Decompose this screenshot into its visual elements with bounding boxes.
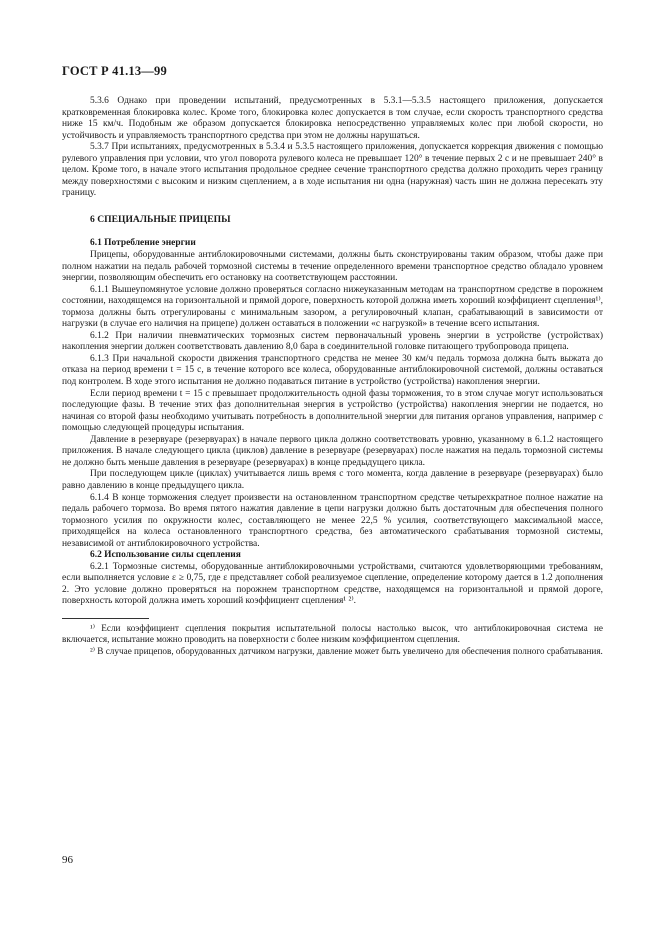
paragraph-5-3-7: 5.3.7 При испытаниях, предусмотренных в 5.3.4 и 5.3.5 настоящего приложения, допускается коррекция движения с помощью рулевого управления при условии, что угол поворота рулевого колеса не превышает 120° в течение первых 2 с и не превышает 240° в целом. Кроме того, в начале этого испытания продольное среднее сечение транспортного средства должно проходить через границу между поверхностями с высоким и низким сцеплением, а в ходе испытания ни одна (наружная) часть шин не должна пересекать эту границу. xyxy=(62,142,603,199)
footnote-divider xyxy=(62,618,149,619)
page-number: 96 xyxy=(62,854,73,866)
paragraph-6-1: Прицепы, оборудованные антиблокировочными системами, должны быть сконструированы таким образом, чтобы даже при полном нажатии на педаль рабочей тормозной системы в течение определенного времени транспортное средство обладало уровнем энергии, позволяющим обеспечить его остановку на соответствующем расстоянии. xyxy=(62,250,603,284)
paragraph-6-2-1: 6.2.1 Тормозные системы, оборудованные антиблокировочными устройствами, считаются удовлетворяющими требованиям, если выполняется условие ε ≥ 0,75, где ε представляет собой реализуемое сцепление, определение которому дается в 1.2 дополнения 2. Это условие должно проверяться на порожнем транспортном средстве, находящемся на горизонтальной и прямой дороге, поверхность которой должна иметь хороший коэффициент сцепления¹ ²⁾. xyxy=(62,561,603,607)
paragraph-6-1-4: 6.1.4 В конце торможения следует произвести на остановленном транспортном средстве четырехкратное полное нажатие на педаль рабочего тормоза. Во время пятого нажатия давление в цепи нагрузки должно быть достаточным для обеспечения полного тормозного усилия по окружности колес, составляющего не менее 22,5 % усилия, соответствующего максимальной массе, приходящейся на колеса остановленного транспортного средства, без автоматического срабатывания тормозной системы, независимой от антиблокировочного устройства. xyxy=(62,492,603,549)
section-6-2-heading: 6.2 Использование силы сцепления xyxy=(90,550,241,561)
section-6-1-heading: 6.1 Потребление энергии xyxy=(90,238,196,249)
document-header: ГОСТ Р 41.13—99 xyxy=(62,64,167,78)
footnotes xyxy=(62,623,603,657)
paragraph-6-1-3-pressure: Давление в резервуаре (резервуарах) в начале первого цикла должно соответствовать уровню, указанному в 6.1.2 настоящего приложения. В начале следующего цикла (циклов) давление в резервуаре (резервуарах) после нажатия на педаль тормозной системы не должно быть меньше давления в резервуаре (резервуарах) в конце предыдущего цикла. xyxy=(62,434,603,468)
paragraph-5-3-6: 5.3.6 Однако при проведении испытаний, предусмотренных в 5.3.1—5.3.5 настоящего приложения, допускается кратковременная блокировка колес. Кроме того, блокировка колес допускается в том случае, если скорость транспортного средства ниже 15 км/ч. Подобным же образом допускается блокировка непосредственно управляемых колес при любой скорости, но устойчивость и управляемость транспортного средства при этом не должны нарушаться. xyxy=(62,96,603,141)
footnote-2: ²⁾ В случае прицепов, оборудованных датчиком нагрузки, давление может быть увеличено для обеспечения полного срабатывания. xyxy=(90,645,603,656)
section-6-heading: 6 СПЕЦИАЛЬНЫЕ ПРИЦЕПЫ xyxy=(90,213,231,225)
paragraph-6-1-3-phases: Если период времени t = 15 с превышает продолжительность одной фазы торможения, то в этом случае могут использоваться последующие фазы. В течение этих фаз дополнительная энергия в устройство (устройства) накопления энергии не подается, но начиная со второй фазы необходимо учитывать потребность в дополнительной энергии для питания органов управления, например с помощью следующей процедуры испытания. xyxy=(62,388,603,434)
paragraph-6-1-1: 6.1.1 Вышеупомянутое условие должно проверяться согласно нижеуказанным методам на транспортном средстве в порожнем состоянии, находящемся на горизонтальной и прямой дороге, поверхность которой должна иметь хороший коэффициент сцепления¹⁾, тормоза должны быть отрегулированы с минимальным зазором, а регулировочный клапан, срабатывающий в зависимости от нагрузки (в случае его наличия на прицепе) должен оставаться в положении «с нагрузкой» в течение всего испытания. xyxy=(62,284,603,330)
paragraph-6-1-3: 6.1.3 При начальной скорости движения транспортного средства не менее 30 км/ч педаль тормоза должна быть выжата до отказа на период времени t = 15 с, в течение которого все колеса, оборудованные антиблокировочной системой, должны оставаться под контролем. В ходе этого испытания не должно подаваться питание в устройство (устройства) накопления энергии. xyxy=(62,353,603,388)
document-body xyxy=(62,96,603,657)
paragraph-6-1-3-cycles: При последующем цикле (циклах) учитывается лишь время с того момента, когда давление в резервуаре (резервуарах) было равно давлению в конце предыдущего цикла. xyxy=(62,469,603,491)
footnote-1: ¹⁾ Если коэффициент сцепления покрытия испытательной полосы настолько высок, что антиблокировочная система не включается, испытание можно проводить на поверхности с более низким коэффициентом сцепления. xyxy=(62,622,603,645)
paragraph-6-1-2: 6.1.2 При наличии пневматических тормозных систем первоначальный уровень энергии в устройстве (устройствах) накопления энергии должен соответствовать давлению 8,0 бара в соединительной головке питающего трубопровода прицепа. xyxy=(62,330,603,353)
